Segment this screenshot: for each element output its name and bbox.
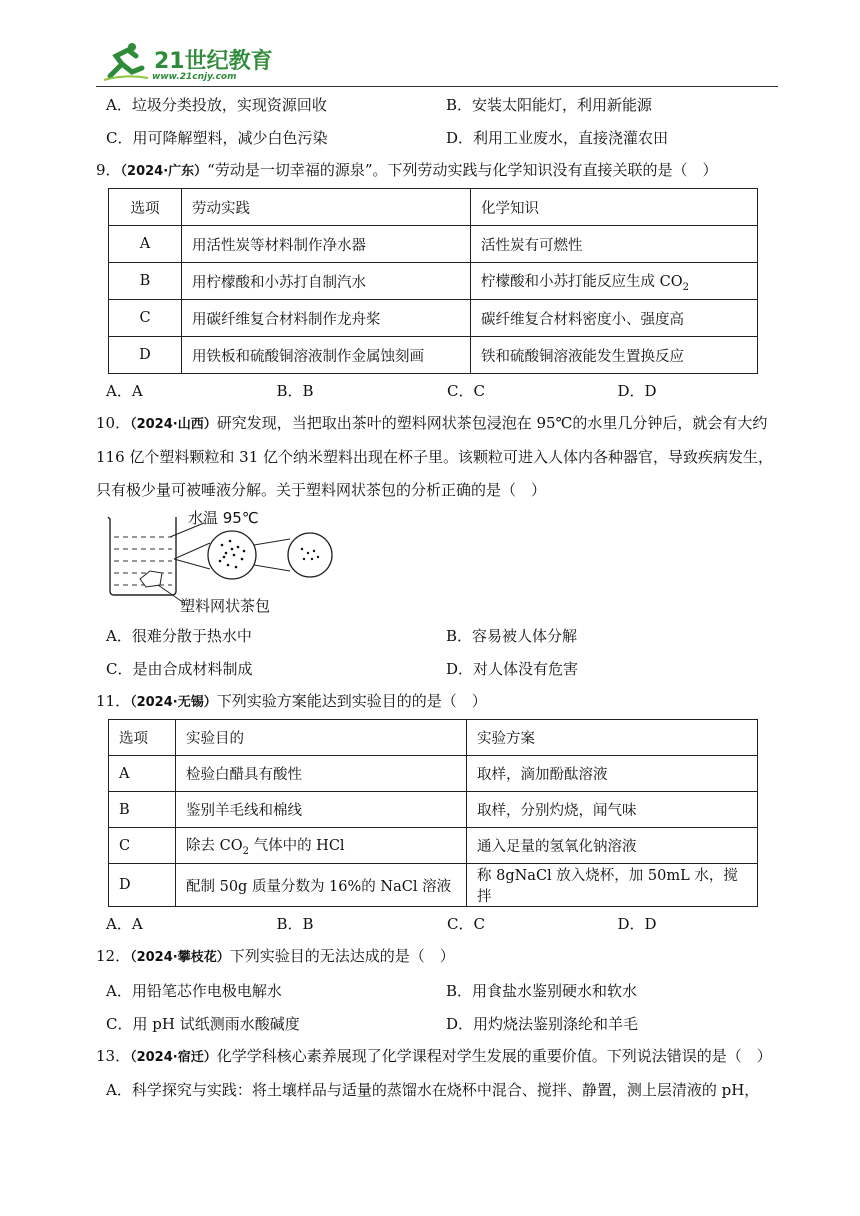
table-row [109,337,758,374]
table-cell [176,828,467,864]
subscript: 2 [242,845,249,857]
q9-table [108,188,758,374]
q11-text: 下列实验方案能达到实验目的的是（ ） [216,692,487,710]
q12-options-row-2 [96,1007,778,1040]
q11-number: 11． [96,692,131,710]
q11-option-c: C．C [447,915,485,933]
q13-stem [96,1040,778,1074]
table-row [109,263,758,300]
q13-text: 化学学科核心素养展现了化学课程对学生发展的重要价值。下列说法错误的是（ ） [216,1047,772,1065]
q13-number: 13． [96,1047,131,1065]
figure-label-teabag: 塑料网状茶包 [180,597,271,615]
q11-table [108,719,758,907]
table-cell: 用碳纤维复合材料制作龙舟桨 [182,300,471,337]
page-header [96,40,778,87]
table-cell: 称 8gNaCl 放入烧杯，加 50mL 水，搅拌 [467,864,758,907]
table-cell: B [109,263,182,300]
table-cell [471,263,758,300]
table-cell: A [109,226,182,263]
table-cell: 检验白醋具有酸性 [176,756,467,792]
q12-number: 12． [96,947,131,965]
q9-option-b: B．B [276,382,314,400]
q10-figure [96,507,778,619]
q10-option-c: C．是由合成材料制成 [106,660,253,678]
q11-option-d: D．D [617,915,657,933]
q10-option-a: A．很难分散于热水中 [106,627,252,645]
q9-stem [96,154,778,188]
q10-option-d: D．对人体没有危害 [446,660,579,678]
table-header-cell: 选项 [109,189,182,226]
table-cell: 取样，分别灼烧，闻气味 [467,792,758,828]
formula-text: 气体中的 HCl [248,838,345,855]
table-cell: 鉴别羊毛线和棉线 [176,792,467,828]
q10-option-b: B．容易被人体分解 [446,627,578,645]
q12-option-a: A．用铅笔芯作电极电解水 [106,982,282,1000]
q10-text-2: 116 亿个塑料颗粒和 31 亿个纳米塑料出现在杯子里。该颗粒可进入人体内各种器官，导致疾病发生， [96,448,774,466]
table-header-cell: 化学知识 [471,189,758,226]
figure-label-temperature: 水温 95℃ [188,509,259,527]
table-cell: A [109,756,176,792]
q9-option-d: D．D [617,382,657,400]
logo-url: www.21cnjy.com [152,72,237,82]
table-cell: 铁和硫酸铜溶液能发生置换反应 [471,337,758,374]
q9-text: “劳动是一切幸福的源泉”。下列劳动实践与化学知识没有直接关联的是（ ） [207,161,718,179]
table-header-cell: 实验目的 [176,720,467,756]
q10-source: （2024·山西） [130,417,217,432]
document-body [96,88,778,1107]
q13-source: （2024·宿迁） [130,1050,217,1065]
table-cell: 用铁板和硫酸铜溶液制作金属蚀刻画 [182,337,471,374]
table-cell: D [109,337,182,374]
q12-stem [96,940,778,974]
q11-options [96,907,778,940]
table-cell: 用柠檬酸和小苏打自制汽水 [182,263,471,300]
q12-text: 下列实验目的无法达成的是（ ） [229,947,455,965]
table-cell: C [109,828,176,864]
q9-number: 9． [96,161,121,179]
q10-number: 10． [96,414,131,432]
q12-option-b: B．用食盐水鉴别硬水和软水 [446,982,638,1000]
subscript: 2 [682,281,689,293]
q12-option-c: C．用 pH 试纸测雨水酸碱度 [106,1015,300,1033]
table-cell: 通入足量的氢氧化钠溶液 [467,828,758,864]
table-header-cell: 实验方案 [467,720,758,756]
q8-option-c: C．用可降解塑料，减少白色污染 [106,129,328,147]
q12-option-d: D．用灼烧法鉴别涤纶和羊毛 [446,1015,639,1033]
q9-options [96,374,778,407]
q13-option-a: A．科学探究与实践：将土壤样品与适量的蒸馏水在烧杯中混合、搅拌、静置，测上层清液的 pH， [106,1081,760,1099]
table-row [109,864,758,907]
q10-text-3: 只有极少量可被唾液分解。关于塑料网状茶包的分析正确的是（ ） [96,481,547,499]
table-row [109,189,758,226]
q8-options-row-1 [96,88,778,121]
table-cell: 活性炭有可燃性 [471,226,758,263]
q11-stem [96,685,778,719]
q10-stem [96,407,778,507]
table-row [109,792,758,828]
table-cell: C [109,300,182,337]
q10-text-1: 研究发现，当把取出茶叶的塑料网状茶包浸泡在 95℃的水里几分钟后，就会有大约 [216,414,768,432]
q9-option-a: A．A [106,382,143,400]
logo-text: 21世纪教育 [154,49,273,74]
logo [102,42,282,82]
runner-logo-icon [102,42,150,82]
table-row [109,300,758,337]
q11-source: （2024·无锡） [130,695,217,710]
q10-options-row-1 [96,619,778,652]
table-cell: B [109,792,176,828]
table-header-cell: 选项 [109,720,176,756]
q9-source: （2024·广东） [120,164,208,179]
table-row [109,828,758,864]
table-row [109,226,758,263]
table-cell: D [109,864,176,907]
table-cell: 配制 50g 质量分数为 16%的 NaCl 溶液 [176,864,467,907]
formula-text: 柠檬酸和小苏打能反应生成 CO [481,273,683,290]
q8-option-d: D．利用工业废水，直接浇灌农田 [446,129,669,147]
table-cell: 用活性炭等材料制作净水器 [182,226,471,263]
table-cell: 取样，滴加酚酞溶液 [467,756,758,792]
q12-source: （2024·攀枝花） [130,950,230,965]
formula-text: 除去 CO [186,838,243,855]
q11-option-b: B．B [276,915,314,933]
q10-options-row-2 [96,652,778,685]
q8-option-b: B．安装太阳能灯，利用新能源 [446,96,653,114]
table-row [109,756,758,792]
table-header-cell: 劳动实践 [182,189,471,226]
q9-option-c: C．C [447,382,485,400]
q11-option-a: A．A [106,915,143,933]
q12-options-row-1 [96,974,778,1007]
q8-options-row-2 [96,121,778,154]
q8-option-a: A．垃圾分类投放，实现资源回收 [106,96,327,114]
table-row [109,720,758,756]
table-cell: 碳纤维复合材料密度小、强度高 [471,300,758,337]
